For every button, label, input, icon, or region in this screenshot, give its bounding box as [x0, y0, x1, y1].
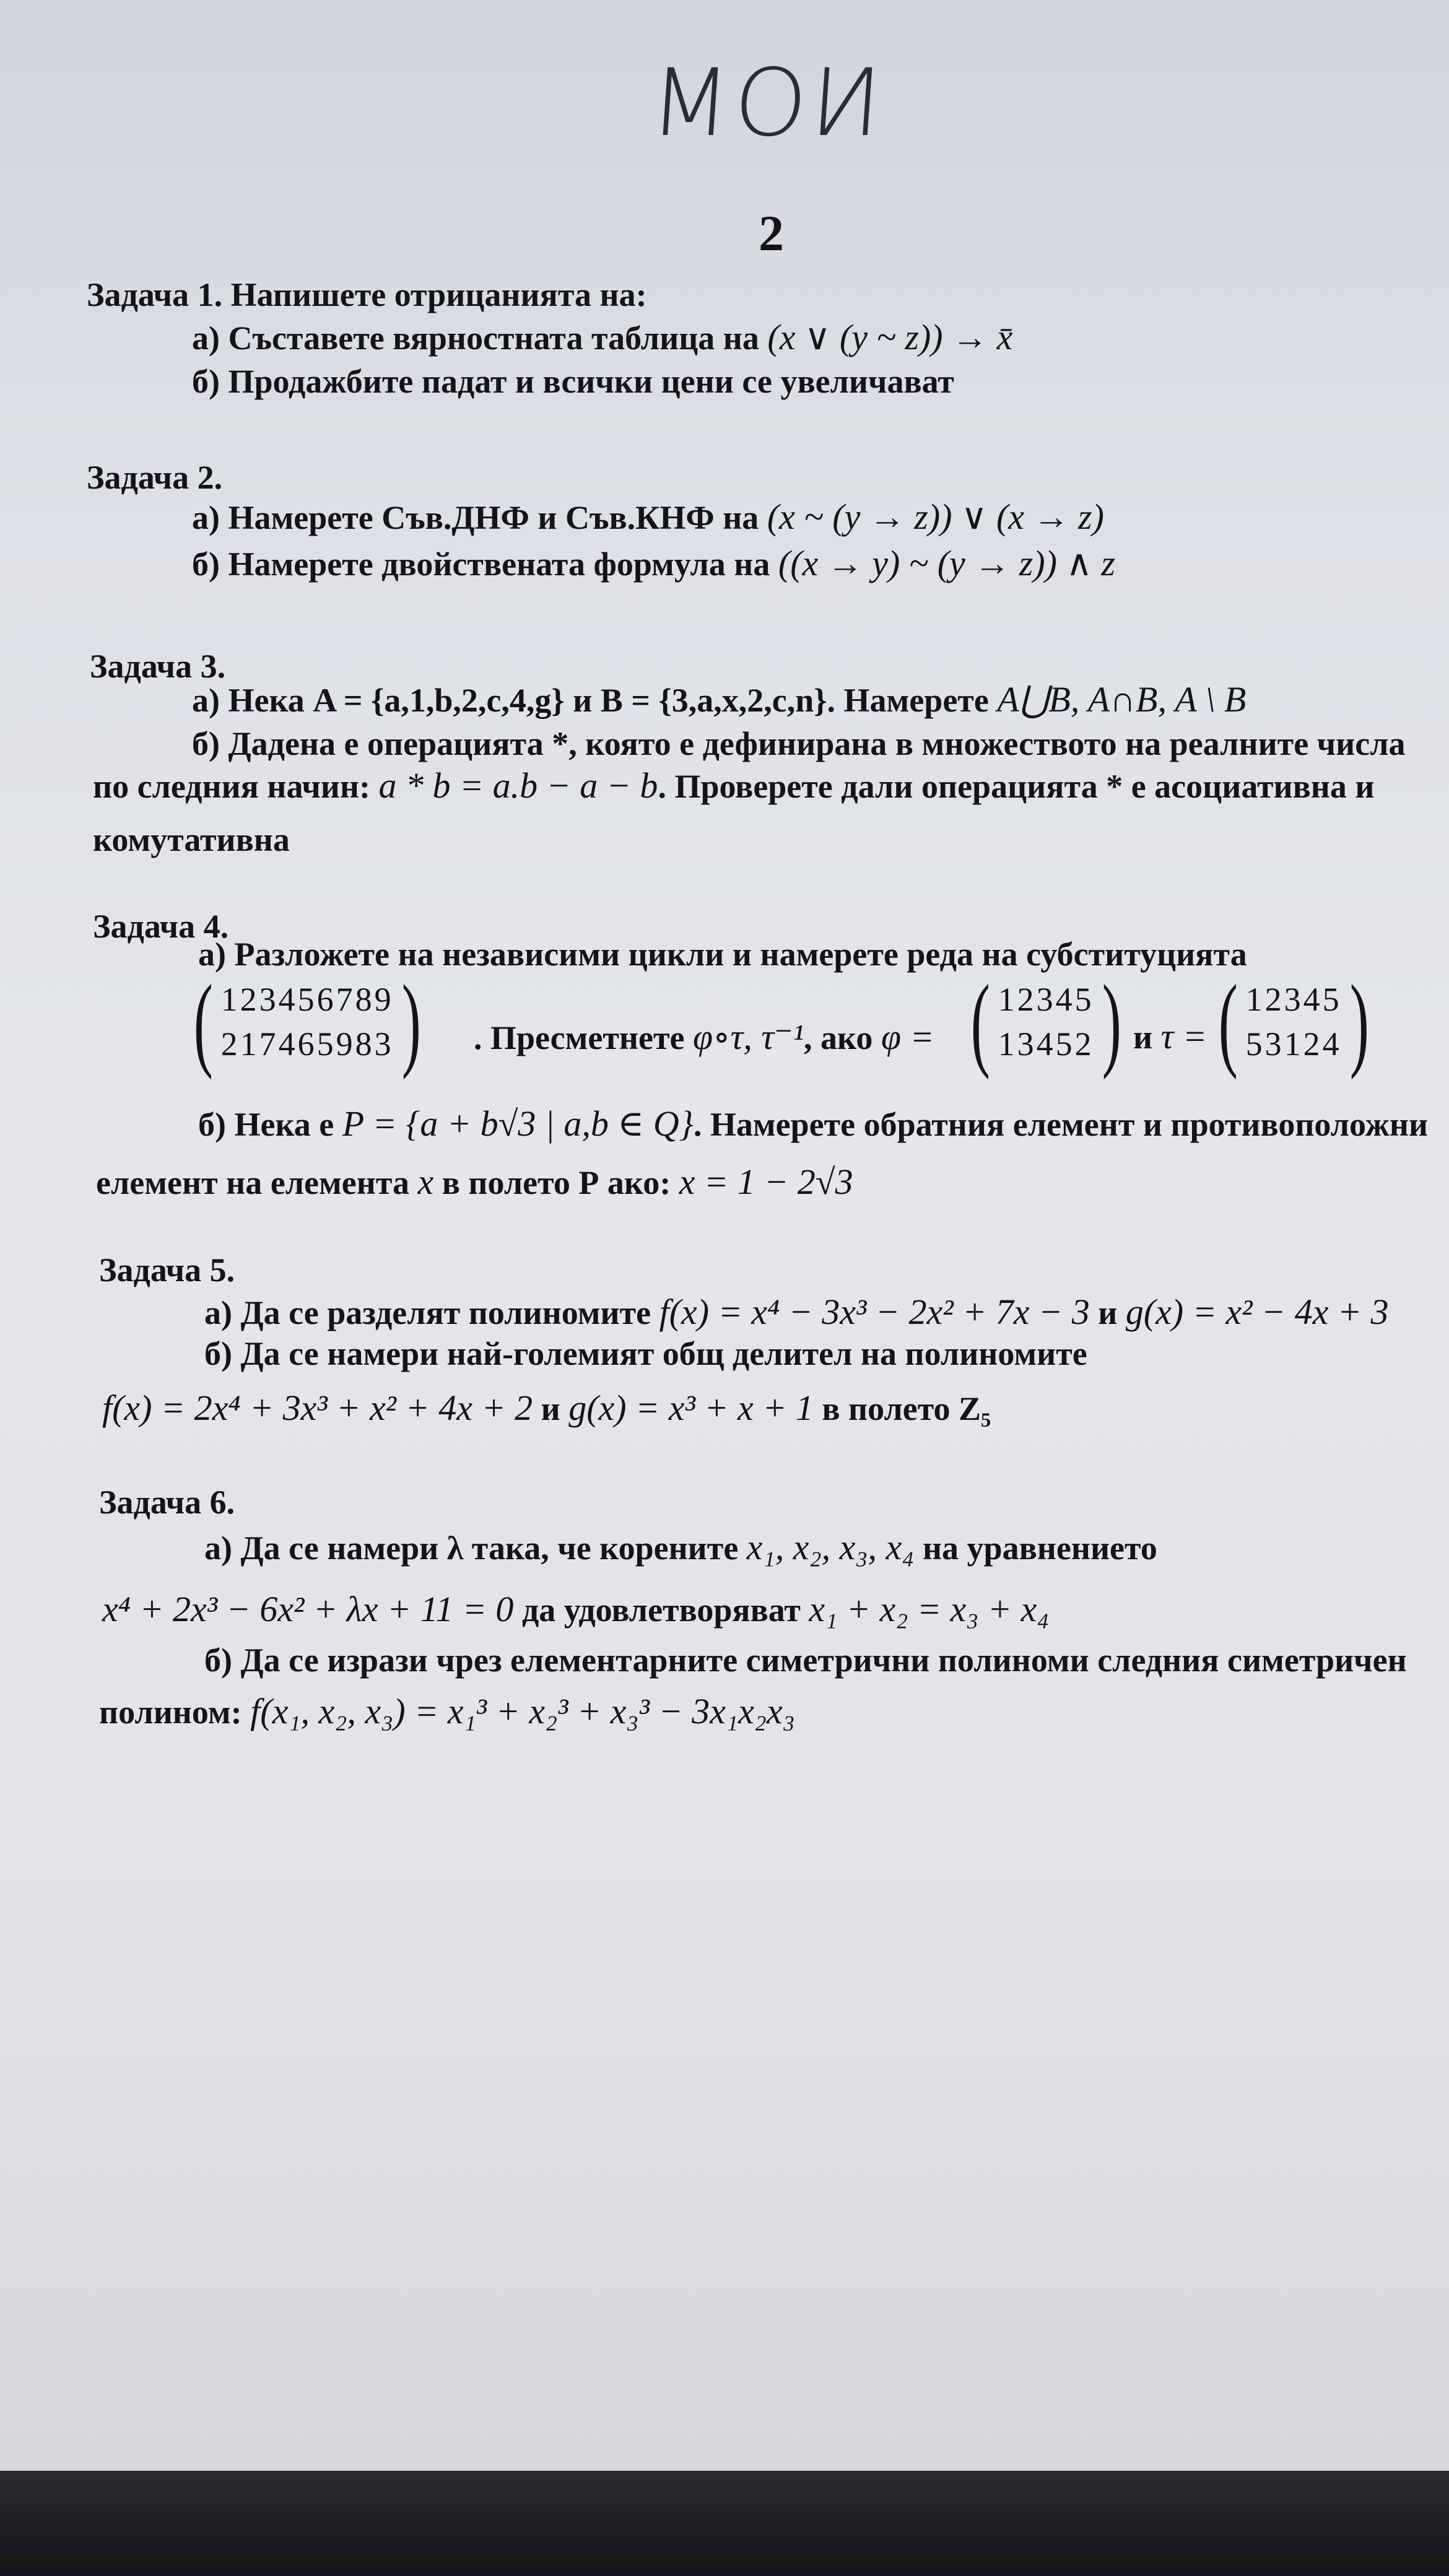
task-3-operation: a * b = a.b − a − b	[378, 765, 658, 806]
task-3-b-cont: по следния начин: a * b = a.b − a − b. Проверете дали операцията * е асоциативна и	[93, 765, 1375, 806]
desk-shadow	[0, 2471, 1449, 2576]
task-6-title: Задача 6.	[99, 1484, 235, 1521]
task-3-a-formula: A⋃B, A∩B, A \ B	[997, 679, 1247, 720]
task-6-b: б) Да се изрази чрез елементарните симетрични полиноми следния симетричен	[204, 1642, 1407, 1679]
task-6-b-cont: полином: f(x₁, x₂, x₃) = x₁³ + x₂³ + x₃³ − 3x₁x₂x₃	[99, 1691, 795, 1731]
task-6-equation: x⁴ + 2x³ − 6x² + λx + 11 = 0 да удовлетворяват x₁ + x₂ = x₃ + x₄	[102, 1589, 1050, 1629]
task-3-b: б) Дадена е операцията *, която е дефинирана в множеството на реалните числа	[192, 725, 1406, 762]
task-4-compute: . Пресметнете φ∘τ, τ⁻¹, ако φ =	[474, 1017, 934, 1057]
task-1-formula: (x ∨ (y ~ z)) → x̄	[767, 317, 1013, 357]
task-2-a: а) Намерете Съв.ДНФ и Съв.КНФ на (x ~ (y → z)) ∨ (x → z)	[192, 497, 1104, 537]
task-4-title: Задача 4.	[93, 908, 229, 945]
handwritten-note: МОИ	[646, 50, 889, 157]
task-5-a: а) Да се разделят полиномите f(x) = x⁴ − 3x³ − 2x² + 7x − 3 и g(x) = x² − 4x + 3	[204, 1292, 1389, 1332]
tau-matrix: ( 12345 53124 )	[1218, 964, 1369, 1080]
task-2-b-formula: ((x → y) ~ (y → z)) ∧ z	[778, 543, 1115, 583]
task-1-a: а) Съставете вярностната таблица на (x ∨ (y ~ z)) → x̄	[192, 317, 1013, 357]
task-4-tau-label: и τ =	[1133, 1016, 1208, 1056]
task-5-b-cont: f(x) = 2x⁴ + 3x³ + x² + 4x + 2 и g(x) = x³ + x + 1 в полето Z₅	[102, 1388, 991, 1428]
task-5-title: Задача 5.	[99, 1251, 235, 1289]
task-4-b-cont: елемент на елемента x в полето Р ако: x = 1 − 2√3	[96, 1162, 853, 1202]
task-2-title: Задача 2.	[87, 459, 223, 496]
task-6-a: а) Да се намери λ така, че корените x₁, x₂, x₃, x₄ на уравнението	[204, 1527, 1157, 1567]
task-3-a: а) Нека A = {a,1,b,2,c,4,g} и B = {3,a,x,2,c,n}. Намерете A⋃B, A∩B, A \ B	[192, 679, 1247, 720]
task-5-b: б) Да се намери най-големият общ делител на полиномите	[204, 1335, 1087, 1372]
task-2-b: б) Намерете двойствената формула на ((x → y) ~ (y → z)) ∧ z	[192, 543, 1115, 583]
task-1-b: б) Продажбите падат и всички цени се увеличават	[192, 363, 954, 400]
task-4-b: б) Нека е P = {a + b√3 | a,b ∈ Q}. Намерете обратния елемент и противоположни	[198, 1103, 1429, 1144]
task-1-title: Задача 1. Напишете отрицанията на:	[87, 276, 647, 313]
substitution-matrix: ( 123456789 217465983 )	[193, 964, 421, 1080]
phi-matrix: ( 12345 13452 )	[970, 964, 1121, 1080]
task-3-title: Задача 3.	[90, 648, 226, 685]
task-3-b-end: комутативна	[93, 821, 290, 858]
variant-number: 2	[759, 205, 784, 261]
task-2-a-formula: (x ~ (y → z)) ∨ (x → z)	[767, 497, 1104, 537]
task-4-a: а) Разложете на независими цикли и намерете реда на субституцията	[198, 936, 1247, 973]
